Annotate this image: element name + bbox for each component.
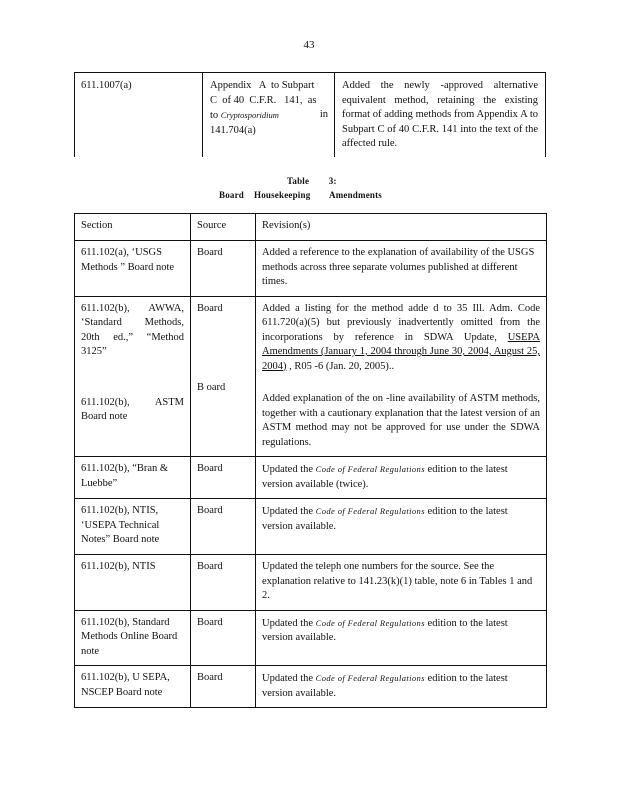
table-row (75, 457, 547, 499)
revision-text-part: Updated the (262, 464, 314, 475)
table-row (75, 499, 547, 555)
header-section: Section (75, 214, 191, 241)
continued-table (74, 72, 546, 157)
table-caption-word: Housekeeping (254, 190, 311, 200)
revision-text: Added explanation of the on -line availability of ASTM methods, together with a cautionary explanation that the latest version of an ASTM method may not be approved for use under the SDWA regulations. (262, 393, 540, 448)
revision-cell (256, 610, 547, 666)
revision-cell (256, 499, 547, 555)
section-cell: 611.102(a), ‘USGS Methods ” Board note (75, 241, 191, 297)
table-row (75, 666, 547, 708)
source-text: B oard (197, 382, 226, 393)
cfr-title: Code of Federal Regulations (315, 506, 425, 516)
section-cell: 611.102(b), U SEPA, NSCEP Board note (75, 666, 191, 708)
underlined-citation: USEPA Amendments (January 1, 2004 through June 30, 2004, August 25, 2004) (262, 331, 540, 372)
section-cell: 611.102(b), NTIS, ‘USEPA Technical Notes” Board note (75, 499, 191, 555)
amendments-table (74, 213, 547, 708)
cfr-title: Code of Federal Regulations (315, 617, 425, 628)
revision-text-part: Added a listing for the method adde d to 35 Ill. Adm. Code 611.720(a)(5) but previously inadvertently omitted from the incorporations by reference in SDWA Update, (262, 302, 540, 343)
source-line (210, 108, 328, 124)
source-line: 141.704(a) (210, 124, 256, 136)
cfr-title: Code of Federal Regulations (315, 673, 425, 683)
source-cell: Board (191, 555, 256, 611)
continued-revision-cell: Added the newly -approved alternative equivalent method, retaining the existing format of adding methods from Appendix A to Subpart C of 40 C.F.R. 141 into the text of the affected rule. (342, 80, 538, 149)
table-row (75, 555, 547, 611)
revision-cell: Added a reference to the explanation of availability of the USGS methods across three separate volumes published at different times. (256, 241, 547, 297)
table-row (75, 241, 547, 297)
table-caption-word: Board (219, 190, 245, 200)
revision-text-part: edition to the latest version available. (262, 617, 508, 643)
revision-text-part: edition to the latest version available. (262, 673, 508, 699)
revision-text-part: Updated the (262, 506, 314, 517)
revision-text-part: , R05 -6 (Jan. 20, 2005).. (286, 360, 395, 372)
table-caption-word: Amendments (329, 190, 382, 200)
section-text: 611.102(b), ASTM Board note (81, 396, 184, 422)
source-line: C of 40 C.F.R. 141, as (210, 94, 317, 106)
continued-section-cell: 611.1007(a) (81, 80, 132, 91)
source-suffix: in (319, 109, 328, 120)
section-cell: 611.102(b), NTIS (75, 555, 191, 611)
source-cell: Board (191, 666, 256, 708)
source-cell: Board (191, 610, 256, 666)
page-number: 43 (303, 39, 315, 51)
source-text: Board (197, 302, 223, 314)
section-cell: 611.102(b), Standard Methods Online Board note (75, 610, 191, 666)
continued-source-cell (210, 79, 328, 138)
source-italic: Cryptosporidium (220, 110, 279, 120)
table-row (75, 296, 547, 457)
header-revision: Revision(s) (256, 214, 547, 241)
source-cell: Board (191, 499, 256, 555)
source-prefix: to (210, 110, 219, 121)
source-cell: Board (191, 457, 256, 499)
revision-text-part: edition to the latest version available (twice). (262, 464, 508, 490)
revision-text-part: Updated the (262, 673, 314, 684)
source-cell: Board (191, 241, 256, 297)
table-header-row (75, 214, 547, 241)
revision-text-part: edition to the latest version available. (262, 506, 508, 532)
section-cell (75, 296, 191, 457)
revision-cell: Updated the teleph one numbers for the source. See the explanation relative to 141.23(k)(1) table, note 6 in Tables 1 and 2. (256, 555, 547, 611)
revision-text-part: Updated the (262, 617, 314, 629)
table-row (75, 610, 547, 666)
revision-text (262, 302, 540, 375)
header-source: Source (191, 214, 256, 241)
source-cell (191, 296, 256, 457)
revision-cell (256, 296, 547, 457)
source-line: Appendix A to Subpart (210, 80, 315, 91)
revision-cell (256, 666, 547, 708)
table-caption-number: Table 3: (287, 176, 337, 186)
section-cell: 611.102(b), “Bran & Luebbe” (75, 457, 191, 499)
revision-cell (256, 457, 547, 499)
section-text: 611.102(b), AWWA, ‘Standard Methods, 20th ed.,” “Method 3125” (81, 302, 184, 357)
cfr-title: Code of Federal Regulations (315, 464, 425, 474)
column-divider (334, 72, 335, 157)
column-divider (202, 72, 203, 157)
